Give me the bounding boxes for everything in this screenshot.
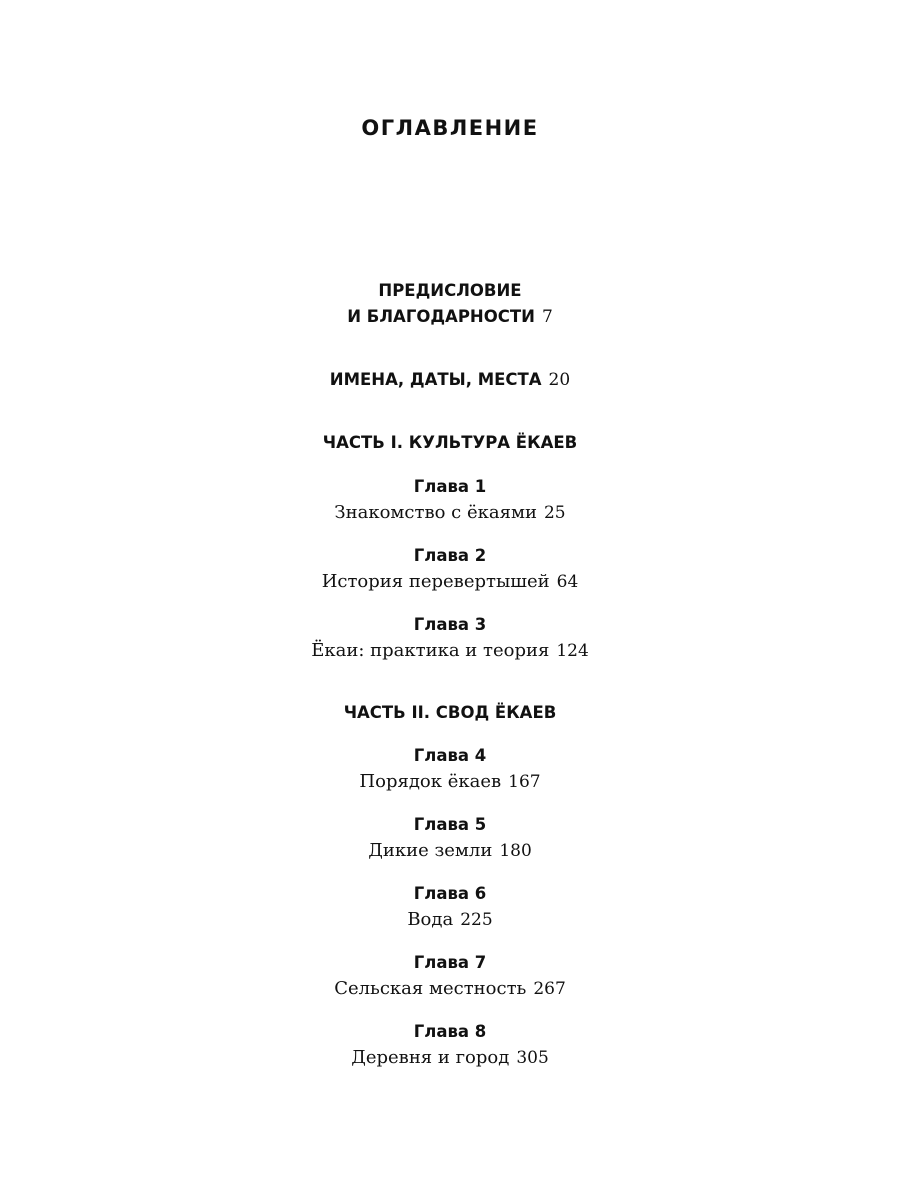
- chapter-entry: [0, 1047, 900, 1068]
- page-number: 7: [541, 307, 553, 327]
- chapter-label: Глава 5: [413, 815, 487, 834]
- chapter-entry: [0, 640, 900, 661]
- chapter-title: История перевертышей: [321, 571, 550, 592]
- chapter-title: Порядок ёкаев: [359, 771, 502, 792]
- chapter-title: Сельская местность: [334, 978, 527, 999]
- chapter-label: Глава 2: [413, 546, 487, 565]
- chapter-label: Глава 6: [413, 884, 487, 903]
- chapter-label: Глава 8: [413, 1022, 487, 1041]
- toc-entry-preface-line2: [0, 307, 900, 327]
- toc-entry-preface-line1: [0, 281, 900, 300]
- chapter-label: Глава 3: [413, 615, 487, 634]
- page-number: 20: [548, 370, 571, 390]
- chapter-label: Глава 7: [413, 953, 487, 972]
- chapter-entry: [0, 502, 900, 523]
- chapter-entry: [0, 840, 900, 861]
- preface-title-line1: ПРЕДИСЛОВИЕ: [378, 281, 522, 300]
- page-number: 180: [499, 841, 532, 861]
- chapter-title: Деревня и город: [351, 1047, 510, 1068]
- names-dates-places-title: ИМЕНА, ДАТЫ, МЕСТА: [329, 370, 542, 389]
- page-number: 167: [508, 772, 541, 792]
- toc-title: ОГЛАВЛЕНИЕ: [361, 116, 539, 140]
- chapter-label: Глава 1: [413, 477, 487, 496]
- page-number: 124: [556, 641, 589, 661]
- part-heading: ЧАСТЬ II. СВОД ЁКАЕВ: [343, 703, 557, 722]
- chapter-entry: [0, 771, 900, 792]
- chapter-title: Знакомство с ёкаями: [334, 502, 537, 523]
- part-heading: ЧАСТЬ I. КУЛЬТУРА ЁКАЕВ: [322, 433, 578, 452]
- chapter-title: Ёкаи: практика и теория: [311, 640, 550, 661]
- chapter-entry: [0, 571, 900, 592]
- chapter-title: Дикие земли: [368, 840, 493, 861]
- chapter-entry: [0, 909, 900, 930]
- chapter-entry: [0, 978, 900, 999]
- toc-entry-names-dates-places: [0, 370, 900, 390]
- chapter-label: Глава 4: [413, 746, 487, 765]
- chapter-title: Вода: [407, 909, 454, 930]
- page-number: 64: [556, 572, 579, 592]
- preface-title-line2: И БЛАГОДАРНОСТИ: [347, 307, 535, 326]
- page-number: 25: [543, 503, 566, 523]
- page-number: 267: [533, 979, 566, 999]
- page-number: 225: [460, 910, 493, 930]
- page-number: 305: [516, 1048, 549, 1068]
